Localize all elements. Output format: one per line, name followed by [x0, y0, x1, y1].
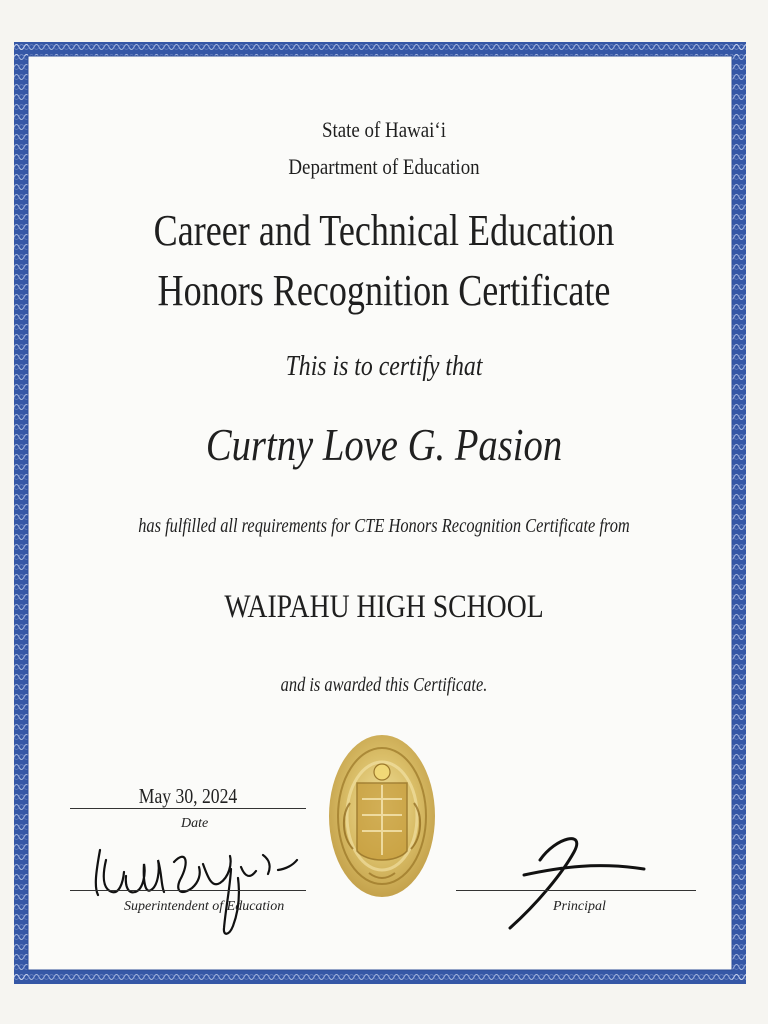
award-statement: and is awarded this Certificate.: [280, 674, 488, 696]
department-name: Department of Education: [288, 154, 480, 179]
principal-signature: [496, 832, 656, 938]
certificate-title-line-2: Honors Recognition Certificate: [157, 266, 611, 315]
superintendent-line: [70, 890, 306, 891]
principal-label: Principal: [553, 899, 606, 914]
certify-phrase: This is to certify that: [285, 350, 483, 382]
school-name: WAIPAHU HIGH SCHOOL: [224, 589, 544, 625]
date-label: Date: [181, 816, 209, 831]
state-name: State of Hawaiʻi: [321, 117, 446, 142]
date-line: [70, 808, 306, 809]
superintendent-signature: [88, 822, 303, 942]
date-value: May 30, 2024: [138, 784, 238, 808]
recipient-name: Curtny Love G. Pasion: [205, 419, 563, 470]
fulfilled-statement: has fulfilled all requirements for CTE Honors Recognition Certificate from: [138, 515, 630, 537]
state-seal-icon: [327, 733, 437, 899]
principal-line: [456, 890, 696, 891]
superintendent-label: Superintendent of Education: [124, 899, 285, 914]
certificate-title-line-1: Career and Technical Education: [153, 206, 615, 255]
